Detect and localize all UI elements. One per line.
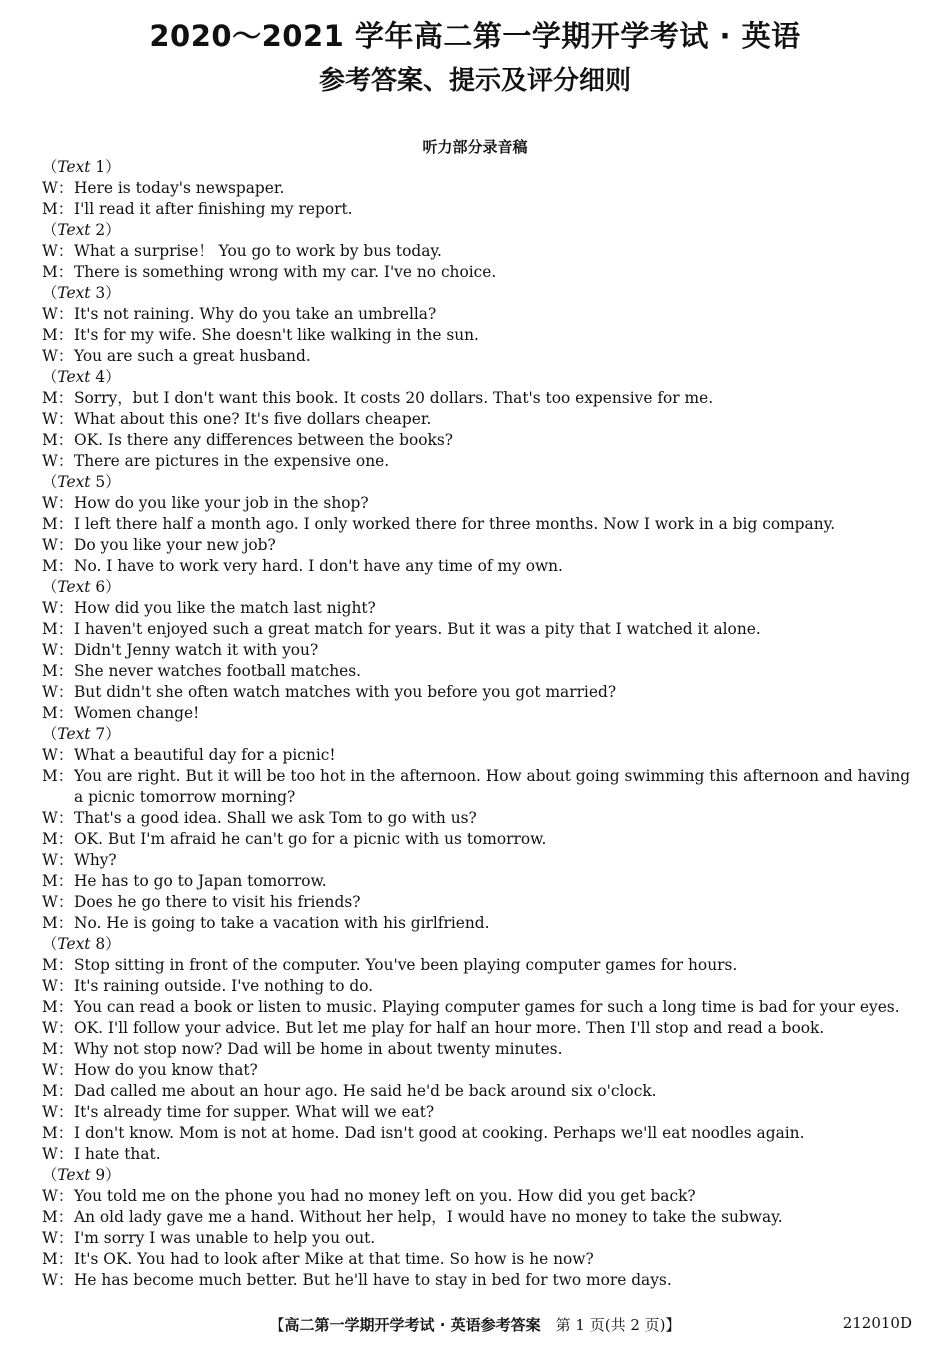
speaker-label: M： [42,557,74,575]
speaker-label: W： [42,1271,74,1289]
speaker-label: W： [42,1187,74,1205]
dialogue-text: Here is today's newspaper. [74,179,285,197]
dialogue-line [42,1249,922,1270]
text-label-number: 9） [90,1166,121,1184]
text-label-number: 5） [90,473,121,491]
dialogue-line [42,1123,922,1144]
speaker-label: M： [42,431,74,449]
dialogue-text: Do you like your new job? [74,536,276,554]
dialogue-line [42,850,922,871]
text-label-number: 7） [90,725,121,743]
speaker-label: M： [42,1040,74,1058]
dialogue-line [42,619,922,640]
dialogue-text: How do you know that? [74,1061,258,1079]
dialogue-line [42,808,922,829]
dialogue-line [42,388,922,409]
dialogue-line [42,178,922,199]
speaker-label: W： [42,179,74,197]
text-label-paren: （ [42,368,58,386]
text-label-number: 2） [90,221,121,239]
dialogue-text: It's for my wife. She doesn't like walking in the sun. [74,326,479,344]
text-label-paren: （ [42,473,58,491]
dialogue-line [42,976,922,997]
dialogue-line [42,262,922,283]
dialogue-line [42,640,922,661]
text-label-name: Text [57,284,91,302]
dialogue-text: It's OK. You had to look after Mike at that time. So how is he now? [74,1250,594,1268]
dialogue-line [42,430,922,451]
text-label [42,724,922,745]
speaker-label: W： [42,1229,74,1247]
dialogue-text: What a beautiful day for a picnic! [74,746,336,764]
speaker-label: M： [42,956,74,974]
text-label-paren: （ [42,1166,58,1184]
speaker-label: M： [42,1250,74,1268]
text-label-paren: （ [42,221,58,239]
dialogue-text: OK. I'll follow your advice. But let me play for half an hour more. Then I'll stop and read a book. [74,1019,825,1037]
dialogue-text: I hate that. [74,1145,161,1163]
dialogue-line [42,703,922,724]
speaker-label: W： [42,452,74,470]
speaker-label: W： [42,347,74,365]
text-label-name: Text [57,473,91,491]
dialogue-text: What a surprise！ You go to work by bus today. [74,242,442,260]
text-label [42,367,922,388]
speaker-label: W： [42,599,74,617]
dialogue-text: It's not raining. Why do you take an umbrella? [74,305,437,323]
dialogue-text: I'll read it after finishing my report. [74,200,353,218]
dialogue-text: Sorry，but I don't want this book. It costs 20 dollars. That's too expensive for me. [74,389,714,407]
text-label-paren: （ [42,725,58,743]
dialogue-text: I don't know. Mom is not at home. Dad isn't good at cooking. Perhaps we'll eat noodles again. [74,1124,805,1142]
speaker-label: W： [42,1061,74,1079]
text-label-name: Text [57,158,91,176]
dialogue-line [42,598,922,619]
listening-transcript [42,157,922,1291]
speaker-label: M： [42,914,74,932]
speaker-label: W： [42,494,74,512]
speaker-label: M： [42,767,74,785]
dialogue-text: He has become much better. But he'll have to stay in bed for two more days. [74,1271,672,1289]
speaker-label: M： [42,326,74,344]
speaker-label: W： [42,1103,74,1121]
speaker-label: W： [42,1145,74,1163]
dialogue-text: You are such a great husband. [74,347,311,365]
section-heading: 听力部分录音稿 [422,138,528,156]
speaker-label: W： [42,977,74,995]
text-label [42,1165,922,1186]
dialogue-line [42,1270,922,1291]
dialogue-line [42,661,922,682]
dialogue-text: No. He is going to take a vacation with his girlfriend. [74,914,490,932]
dialogue-text: But didn't she often watch matches with you before you got married? [74,683,617,701]
dialogue-line [42,892,922,913]
dialogue-line [42,535,922,556]
dialogue-line [42,493,922,514]
text-label-name: Text [57,1166,91,1184]
dialogue-text: There is something wrong with my car. I've no choice. [74,263,497,281]
dialogue-text: Dad called me about an hour ago. He said he'd be back around six o'clock. [74,1082,657,1100]
dialogue-text: You told me on the phone you had no money left on you. How did you get back? [74,1187,696,1205]
dialogue-line [42,199,922,220]
dialogue-text: OK. Is there any differences between the books? [74,431,454,449]
dialogue-line [42,1228,922,1249]
dialogue-text: I left there half a month ago. I only worked there for three months. Now I work in a big company. [74,515,836,533]
footer-bracket-open: 【 [269,1316,285,1334]
speaker-label: M： [42,704,74,722]
dialogue-text: He has to go to Japan tomorrow. [74,872,327,890]
text-label [42,934,922,955]
dialogue-line [42,829,922,850]
text-label-number: 8） [90,935,121,953]
dialogue-text: Stop sitting in front of the computer. You've been playing computer games for hours. [74,956,738,974]
speaker-label: M： [42,662,74,680]
speaker-label: M： [42,263,74,281]
dialogue-text: You can read a book or listen to music. Playing computer games for such a long time is bad for your eyes. [74,998,900,1016]
dialogue-text: It's raining outside. I've nothing to do. [74,977,374,995]
dialogue-line [42,1039,922,1060]
dialogue-line [42,1081,922,1102]
speaker-label: M： [42,1124,74,1142]
dialogue-line [42,514,922,535]
dialogue-line [42,346,922,367]
speaker-label: W： [42,683,74,701]
footer-bracket-close: 】 [665,1316,681,1334]
text-label [42,220,922,241]
page-footer [0,1314,950,1335]
speaker-label: M： [42,998,74,1016]
dialogue-line [42,325,922,346]
dialogue-line [42,1018,922,1039]
speaker-label: M： [42,389,74,407]
speaker-label: M： [42,830,74,848]
document-code: 212010D [842,1314,912,1332]
text-label-name: Text [57,725,91,743]
dialogue-line [42,556,922,577]
speaker-label: W： [42,536,74,554]
text-label-name: Text [57,221,91,239]
dialogue-line [42,871,922,892]
speaker-label: M： [42,620,74,638]
speaker-label: W： [42,1019,74,1037]
speaker-label: M： [42,200,74,218]
dialogue-line [42,1102,922,1123]
speaker-label: W： [42,809,74,827]
document-subtitle: 参考答案、提示及评分细则 [318,66,631,96]
text-label [42,472,922,493]
speaker-label: M： [42,1208,74,1226]
dialogue-text: An old lady gave me a hand. Without her help，I would have no money to take the subway. [74,1208,783,1226]
document-title: 2020～2021 学年高二第一学期开学考试 · 英语 [149,19,801,53]
dialogue-line [42,304,922,325]
speaker-label: W： [42,641,74,659]
dialogue-line [42,682,922,703]
dialogue-line [42,241,922,262]
dialogue-text: What about this one? It's five dollars cheaper. [74,410,432,428]
text-label-number: 1） [90,158,121,176]
dialogue-line [42,1060,922,1081]
text-label-paren: （ [42,284,58,302]
footer-page-info: 第 1 页(共 2 页) [540,1316,666,1334]
text-label-name: Text [57,578,91,596]
speaker-label: W： [42,746,74,764]
speaker-label: W： [42,893,74,911]
text-label [42,283,922,304]
dialogue-line [42,1207,922,1228]
dialogue-text: That's a good idea. Shall we ask Tom to go with us? [74,809,477,827]
text-label-number: 4） [90,368,121,386]
speaker-label: W： [42,305,74,323]
text-label-paren: （ [42,158,58,176]
text-label-paren: （ [42,578,58,596]
dialogue-text: She never watches football matches. [74,662,362,680]
speaker-label: M： [42,1082,74,1100]
dialogue-line [42,997,922,1018]
dialogue-text: I'm sorry I was unable to help you out. [74,1229,376,1247]
dialogue-line [42,766,922,808]
dialogue-text: You are right. But it will be too hot in the afternoon. How about going swimming this afternoon and having a picnic tomorrow morning? [74,767,911,806]
dialogue-text: Why? [74,851,117,869]
dialogue-text: I haven't enjoyed such a great match for years. But it was a pity that I watched it alone. [74,620,761,638]
dialogue-text: How did you like the match last night? [74,599,376,617]
text-label [42,157,922,178]
speaker-label: M： [42,515,74,533]
text-label [42,577,922,598]
dialogue-line [42,451,922,472]
speaker-label: M： [42,872,74,890]
dialogue-line [42,913,922,934]
text-label-paren: （ [42,935,58,953]
speaker-label: W： [42,851,74,869]
dialogue-text: Why not stop now? Dad will be home in about twenty minutes. [74,1040,563,1058]
dialogue-line [42,745,922,766]
text-label-name: Text [57,368,91,386]
dialogue-text: How do you like your job in the shop? [74,494,369,512]
dialogue-text: Women change! [74,704,200,722]
dialogue-text: Didn't Jenny watch it with you? [74,641,319,659]
text-label-name: Text [57,935,91,953]
speaker-label: W： [42,410,74,428]
dialogue-text: OK. But I'm afraid he can't go for a picnic with us tomorrow. [74,830,547,848]
dialogue-text: Does he go there to visit his friends? [74,893,361,911]
speaker-label: W： [42,242,74,260]
dialogue-line [42,1144,922,1165]
dialogue-text: There are pictures in the expensive one. [74,452,390,470]
dialogue-line [42,955,922,976]
text-label-number: 6） [90,578,121,596]
dialogue-line [42,409,922,430]
dialogue-text: It's already time for supper. What will we eat? [74,1103,435,1121]
footer-exam-name: 高二第一学期开学考试 · 英语参考答案 [284,1316,541,1334]
dialogue-line [42,1186,922,1207]
text-label-number: 3） [90,284,121,302]
dialogue-text: No. I have to work very hard. I don't have any time of my own. [74,557,563,575]
